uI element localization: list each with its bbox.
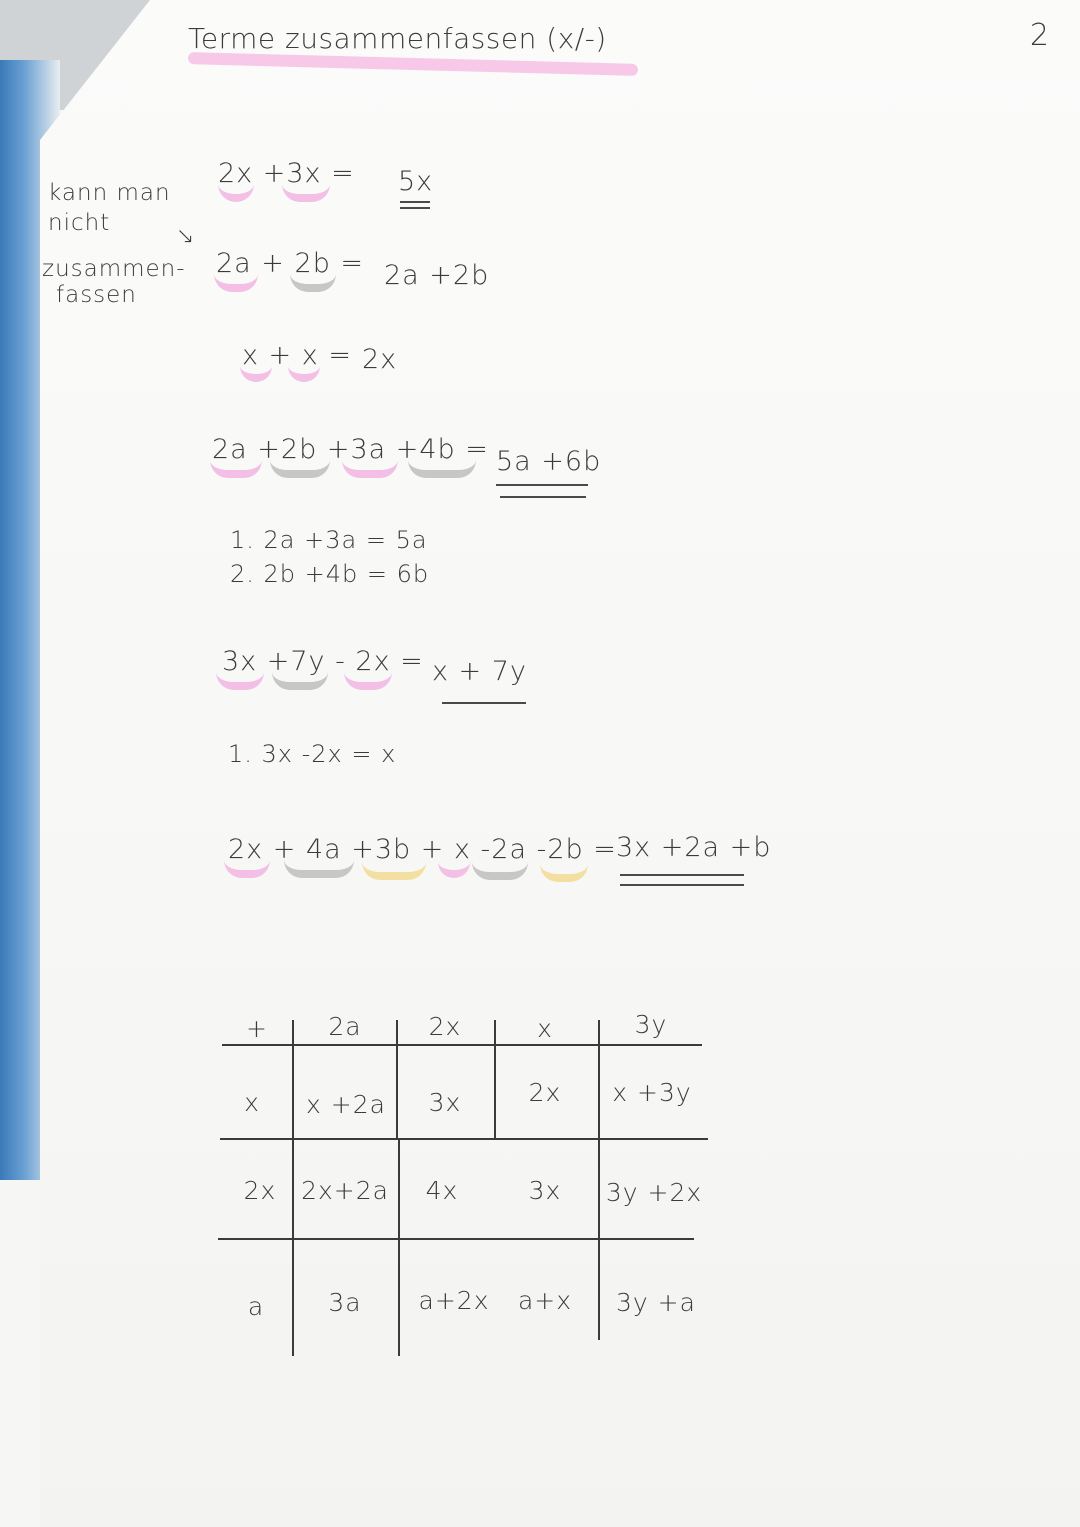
page-number: 2: [1029, 18, 1050, 53]
table-cell: x +3y: [612, 1078, 692, 1107]
solution-step: 2. 2b +4b = 6b: [230, 560, 430, 588]
solution-step: 1. 3x -2x = x: [228, 740, 397, 768]
equation-rhs: 2x: [362, 344, 398, 375]
equation-lhs: 3x +7y - 2x =: [222, 646, 424, 677]
table-cell: 3x: [528, 1176, 562, 1205]
table-rule: [598, 1020, 600, 1340]
table-cell: 2x: [528, 1078, 562, 1107]
table-cell: 3y +a: [616, 1288, 696, 1317]
table-header-cell: 3y: [634, 1010, 668, 1039]
table-row-label: a: [247, 1292, 265, 1321]
table-cell: 2x+2a: [301, 1176, 389, 1205]
equation-lhs: x + x =: [242, 340, 352, 371]
table-cell: x +2a: [306, 1090, 386, 1119]
table-cell: 4x: [425, 1176, 459, 1205]
solution-step: 1. 2a +3a = 5a: [230, 526, 428, 554]
table-cell: 3x: [428, 1088, 462, 1117]
table-rule: [494, 1020, 496, 1140]
double-underline: [620, 884, 744, 886]
equation-rhs: 5x: [398, 166, 434, 197]
equation-rhs: x + 7y: [432, 656, 527, 687]
equation-lhs: 2x +3x =: [218, 158, 355, 189]
table-header-cell: 2x: [428, 1012, 462, 1041]
table-cell: a+2x: [418, 1286, 490, 1315]
table-row-label: 2x: [243, 1176, 277, 1205]
double-underline: [620, 874, 744, 876]
equation-lhs: 2a + 2b =: [216, 248, 365, 279]
table-row-label: x: [244, 1088, 260, 1117]
side-note-line: zusammen-: [42, 256, 186, 282]
table-cell: 3a: [328, 1288, 362, 1317]
table-rule: [396, 1020, 398, 1140]
side-note-line: kann man: [48, 180, 171, 206]
arrow-icon: ↘: [176, 224, 196, 249]
table-cell: 3y +2x: [605, 1178, 703, 1207]
equation-rhs: 5a +6b: [496, 446, 602, 477]
equation-rhs: 2a +2b: [384, 260, 490, 291]
table-header-cell: x: [537, 1014, 553, 1043]
equation-lhs: 2x + 4a +3b + x -2a -2b =: [228, 834, 617, 865]
table-rule: [218, 1238, 694, 1240]
equation-rhs: 3x +2a +b: [616, 832, 772, 863]
double-underline: [400, 201, 430, 203]
table-rule: [222, 1044, 702, 1046]
table-rule: [398, 1140, 400, 1356]
equation-lhs: 2a +2b +3a +4b =: [212, 434, 489, 465]
underline: [442, 702, 526, 704]
table-cell: a+x: [517, 1286, 573, 1315]
side-note-line: fassen: [56, 282, 137, 308]
double-underline: [496, 484, 588, 486]
page-title: Terme zusammenfassen (x/-): [188, 22, 607, 55]
double-underline: [500, 496, 586, 498]
table-header-cell: 2a: [328, 1012, 362, 1041]
side-note-line: nicht: [48, 210, 111, 236]
table-corner: +: [246, 1014, 268, 1043]
double-underline: [400, 207, 430, 209]
